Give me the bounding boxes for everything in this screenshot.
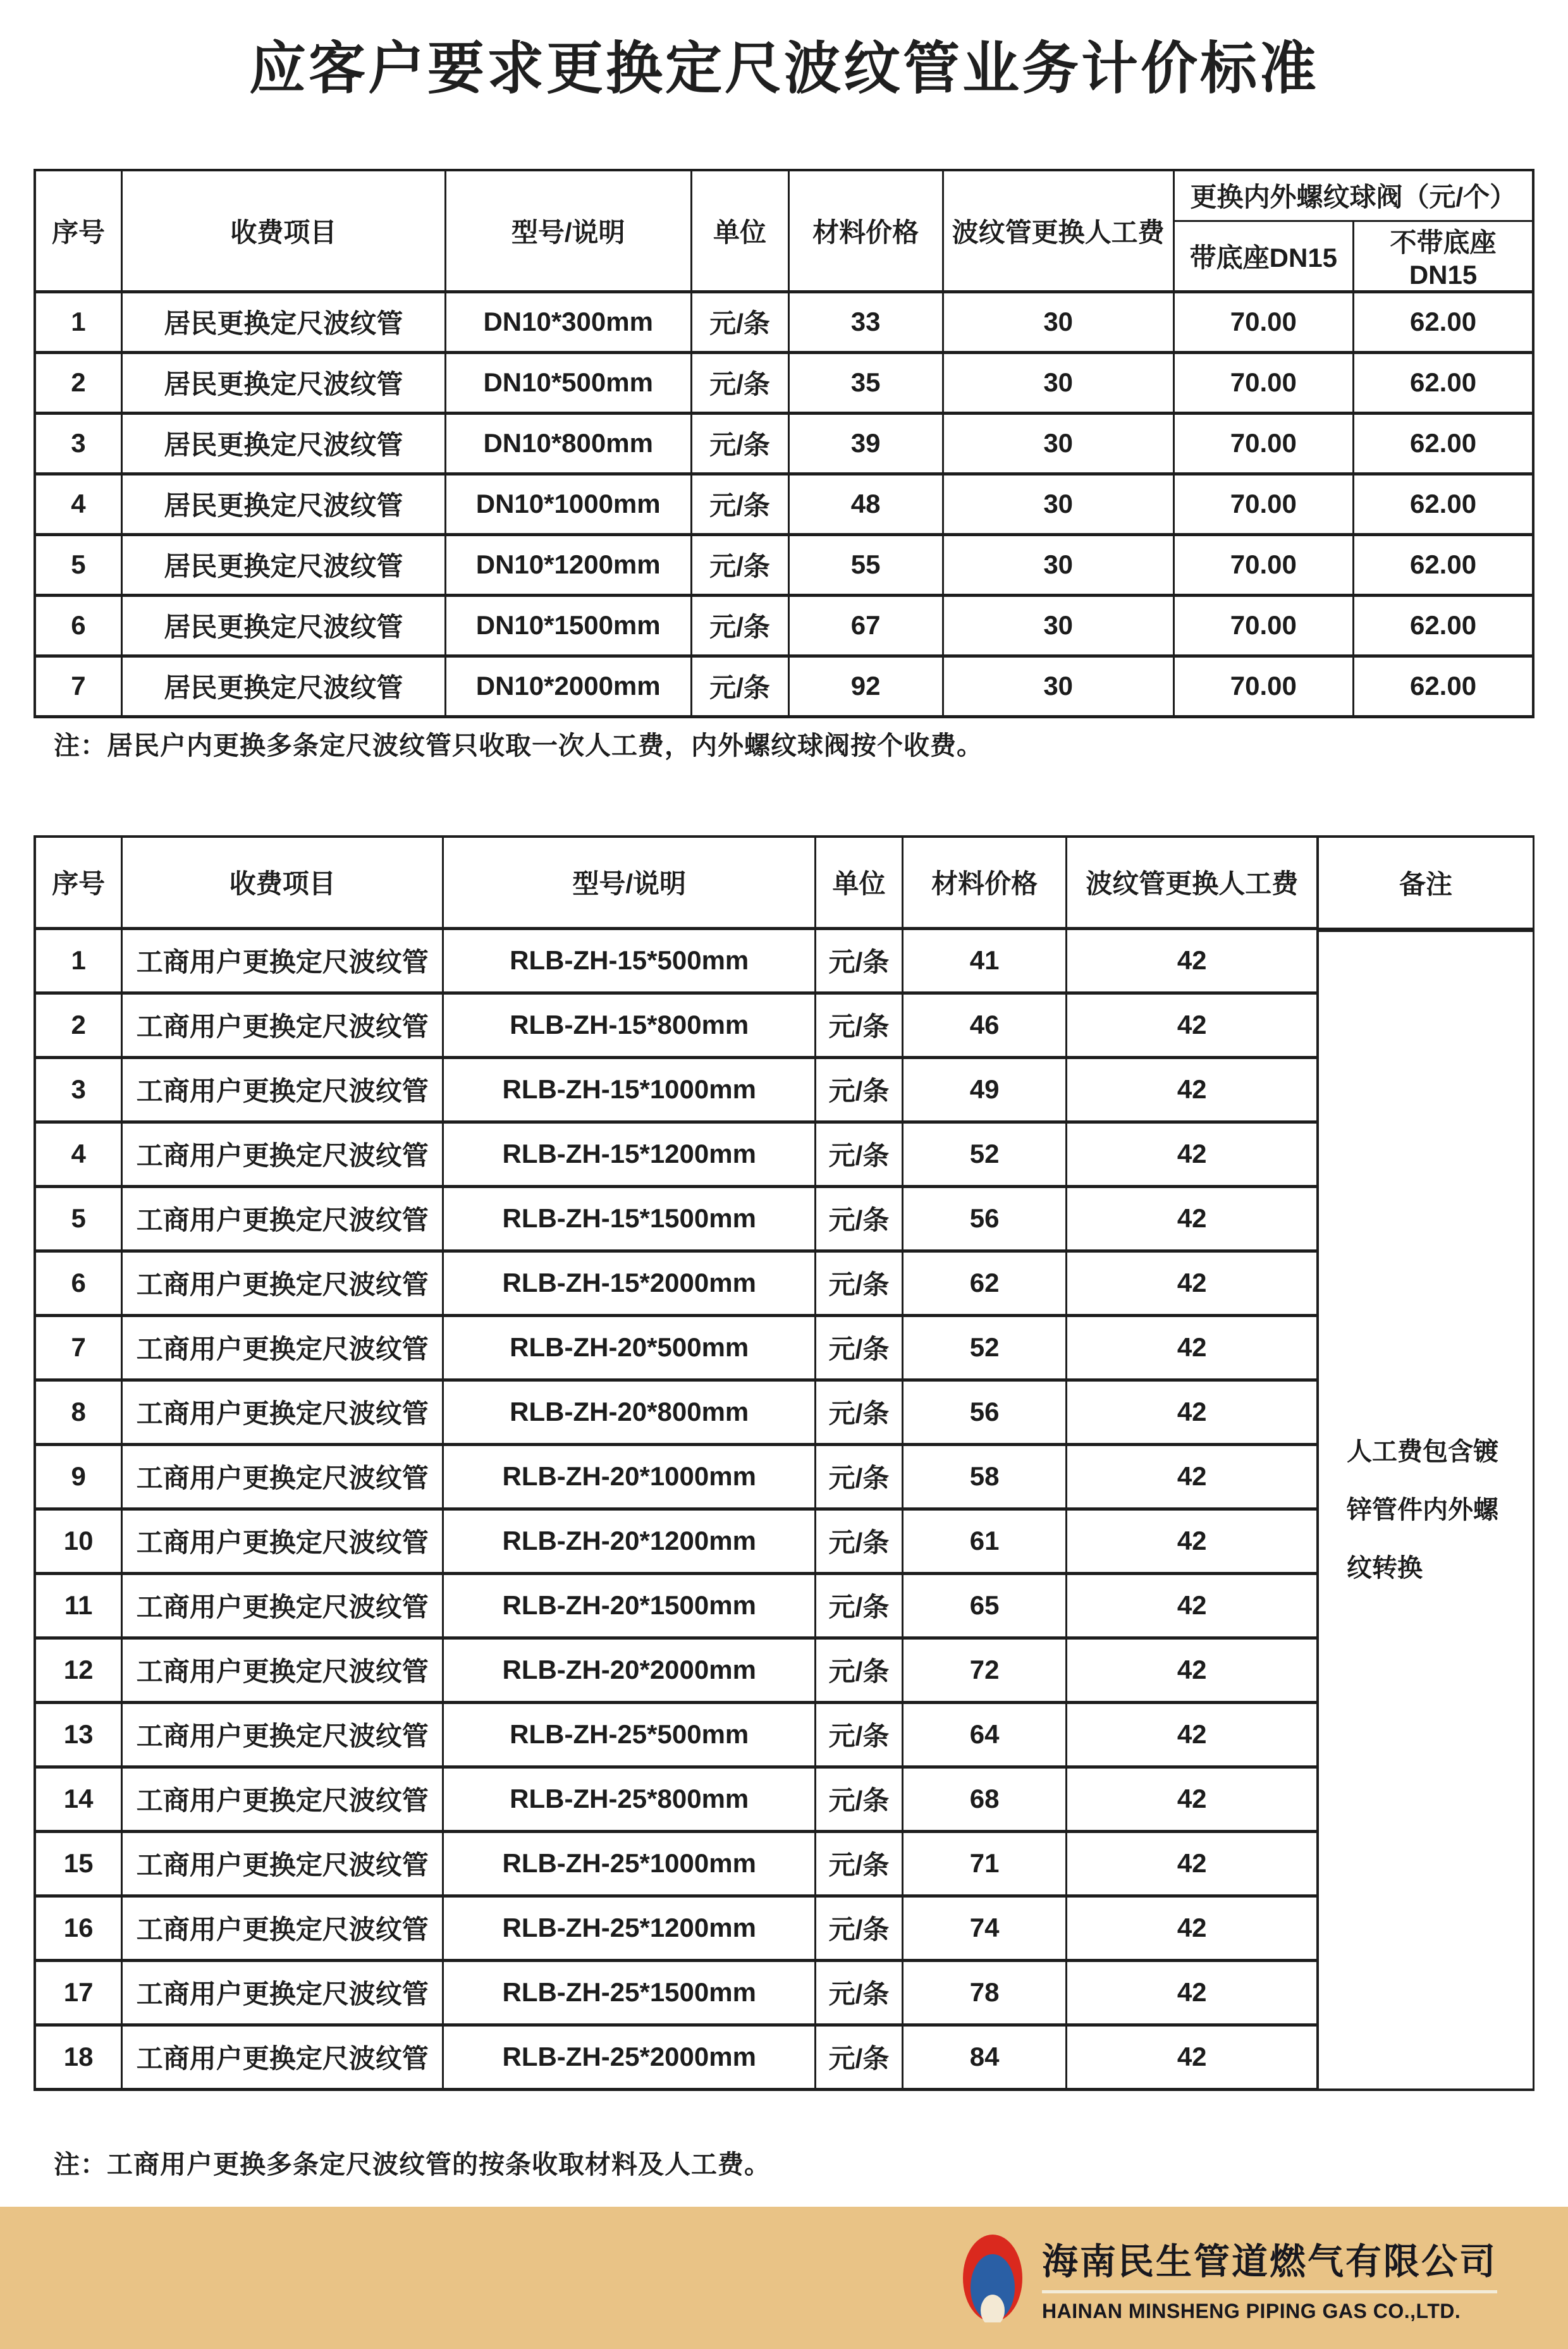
cell-material-price: 68 [902, 1767, 1067, 1831]
cell-material-price: 52 [902, 1122, 1067, 1186]
cell-model: DN10*1200mm [445, 534, 691, 595]
cell-item: 工商用户更换定尺波纹管 [122, 1896, 443, 1960]
col-header-material-price: 材料价格 [902, 837, 1067, 928]
col-header-seq: 序号 [35, 837, 122, 928]
cell-labor-fee: 42 [1067, 1896, 1318, 1960]
cell-item: 居民更换定尺波纹管 [121, 291, 445, 352]
col-header-model: 型号/说明 [445, 170, 691, 291]
cell-labor-fee: 42 [1067, 1315, 1318, 1380]
cell-model: RLB-ZH-20*1200mm [443, 1509, 816, 1573]
cell-unit: 元/条 [816, 1573, 903, 1638]
cell-unit: 元/条 [691, 595, 788, 656]
cell-item: 工商用户更换定尺波纹管 [122, 2025, 443, 2089]
cell-model: DN10*300mm [445, 291, 691, 352]
table-row [35, 2025, 1318, 2089]
cell-labor-fee: 30 [943, 413, 1173, 474]
cell-labor-fee: 42 [1067, 1767, 1318, 1831]
col-header-unit: 单位 [816, 837, 903, 928]
cell-model: DN10*1000mm [445, 474, 691, 534]
cell-seq: 9 [35, 1444, 122, 1509]
residential-pricing-section [34, 169, 1534, 718]
cell-unit: 元/条 [816, 1702, 903, 1767]
cell-model: RLB-ZH-25*500mm [443, 1702, 816, 1767]
cell-material-price: 78 [902, 1960, 1067, 2025]
cell-seq: 7 [35, 656, 121, 716]
cell-valve-with-base: 70.00 [1173, 291, 1353, 352]
cell-material-price: 64 [902, 1702, 1067, 1767]
remark-text: 人工费包含镀锌管件内外螺纹转换 [1347, 1438, 1498, 1583]
cell-item: 工商用户更换定尺波纹管 [122, 1638, 443, 1702]
table-row [35, 474, 1533, 534]
table-row [35, 1186, 1318, 1251]
table-row [35, 1638, 1318, 1702]
cell-material-price: 65 [902, 1573, 1067, 1638]
cell-valve-without-base: 62.00 [1354, 656, 1533, 716]
cell-valve-without-base: 62.00 [1354, 291, 1533, 352]
cell-model: RLB-ZH-15*2000mm [443, 1251, 816, 1315]
cell-unit: 元/条 [816, 928, 903, 993]
cell-labor-fee: 42 [1067, 1702, 1318, 1767]
cell-item: 居民更换定尺波纹管 [121, 656, 445, 716]
cell-model: RLB-ZH-25*1500mm [443, 1960, 816, 2025]
cell-labor-fee: 42 [1067, 1444, 1318, 1509]
cell-unit: 元/条 [816, 1638, 903, 1702]
table-row [35, 928, 1318, 993]
cell-unit: 元/条 [691, 656, 788, 716]
company-name-en: HAINAN MINSHENG PIPING GAS CO.,LTD. [1042, 2300, 1461, 2322]
cell-valve-without-base: 62.00 [1354, 534, 1533, 595]
cell-model: RLB-ZH-25*1200mm [443, 1896, 816, 1960]
cell-unit: 元/条 [691, 352, 788, 413]
company-name-cn: 海南民生管道燃气有限公司 [1042, 2242, 1497, 2282]
cell-model: RLB-ZH-20*1000mm [443, 1444, 816, 1509]
remark-merged-cell [1319, 932, 1533, 2088]
table-row [35, 1315, 1318, 1380]
col-header-material-price: 材料价格 [788, 170, 943, 291]
cell-valve-with-base: 70.00 [1173, 413, 1353, 474]
cell-material-price: 56 [902, 1380, 1067, 1444]
cell-material-price: 52 [902, 1315, 1067, 1380]
cell-material-price: 67 [788, 595, 943, 656]
cell-labor-fee: 30 [943, 534, 1173, 595]
cell-seq: 2 [35, 352, 121, 413]
cell-labor-fee: 42 [1067, 1251, 1318, 1315]
table-row [35, 993, 1318, 1057]
cell-valve-without-base: 62.00 [1354, 413, 1533, 474]
cell-valve-with-base: 70.00 [1173, 474, 1353, 534]
cell-item: 居民更换定尺波纹管 [121, 595, 445, 656]
cell-seq: 5 [35, 1186, 122, 1251]
cell-valve-with-base: 70.00 [1173, 595, 1353, 656]
cell-material-price: 71 [902, 1831, 1067, 1896]
col-header-valve-without-base: 不带底座DN15 [1354, 221, 1533, 291]
cell-item: 工商用户更换定尺波纹管 [122, 1573, 443, 1638]
table-row [35, 595, 1533, 656]
cell-material-price: 74 [902, 1896, 1067, 1960]
cell-model: RLB-ZH-20*500mm [443, 1315, 816, 1380]
cell-model: DN10*500mm [445, 352, 691, 413]
col-header-item: 收费项目 [121, 170, 445, 291]
cell-model: DN10*800mm [445, 413, 691, 474]
cell-material-price: 49 [902, 1057, 1067, 1122]
col-header-unit: 单位 [691, 170, 788, 291]
cell-unit: 元/条 [816, 1186, 903, 1251]
cell-item: 工商用户更换定尺波纹管 [122, 1444, 443, 1509]
cell-item: 工商用户更换定尺波纹管 [122, 1960, 443, 2025]
cell-model: DN10*2000mm [445, 656, 691, 716]
table-row [35, 1573, 1318, 1638]
cell-seq: 5 [35, 534, 121, 595]
cell-seq: 10 [35, 1509, 122, 1573]
col-header-valve-group: 更换内外螺纹球阀（元/个） [1173, 170, 1533, 221]
cell-material-price: 72 [902, 1638, 1067, 1702]
cell-model: DN10*1500mm [445, 595, 691, 656]
table-row [35, 1444, 1318, 1509]
cell-labor-fee: 30 [943, 656, 1173, 716]
cell-valve-with-base: 70.00 [1173, 656, 1353, 716]
cell-model: RLB-ZH-25*800mm [443, 1767, 816, 1831]
cell-unit: 元/条 [816, 2025, 903, 2089]
cell-unit: 元/条 [816, 1251, 903, 1315]
cell-unit: 元/条 [816, 1960, 903, 2025]
cell-model: RLB-ZH-15*800mm [443, 993, 816, 1057]
cell-unit: 元/条 [691, 413, 788, 474]
cell-seq: 18 [35, 2025, 122, 2089]
cell-model: RLB-ZH-25*2000mm [443, 2025, 816, 2089]
cell-labor-fee: 42 [1067, 1960, 1318, 2025]
cell-material-price: 46 [902, 993, 1067, 1057]
cell-labor-fee: 42 [1067, 1831, 1318, 1896]
cell-seq: 13 [35, 1702, 122, 1767]
cell-item: 居民更换定尺波纹管 [121, 474, 445, 534]
cell-valve-without-base: 62.00 [1354, 595, 1533, 656]
cell-seq: 14 [35, 1767, 122, 1831]
cell-seq: 16 [35, 1896, 122, 1960]
cell-item: 工商用户更换定尺波纹管 [122, 1702, 443, 1767]
col-header-remark: 备注 [1319, 838, 1533, 932]
residential-pricing-table [34, 169, 1534, 718]
cell-labor-fee: 30 [943, 595, 1173, 656]
table-row [35, 1960, 1318, 2025]
cell-material-price: 84 [902, 2025, 1067, 2089]
cell-unit: 元/条 [816, 1444, 903, 1509]
col-header-seq: 序号 [35, 170, 121, 291]
cell-seq: 1 [35, 291, 121, 352]
cell-item: 工商用户更换定尺波纹管 [122, 1057, 443, 1122]
cell-seq: 8 [35, 1380, 122, 1444]
cell-model: RLB-ZH-20*800mm [443, 1380, 816, 1444]
cell-labor-fee: 42 [1067, 1122, 1318, 1186]
cell-seq: 3 [35, 1057, 122, 1122]
cell-material-price: 92 [788, 656, 943, 716]
cell-model: RLB-ZH-20*2000mm [443, 1638, 816, 1702]
cell-item: 工商用户更换定尺波纹管 [122, 1122, 443, 1186]
col-header-labor-fee: 波纹管更换人工费 [943, 170, 1173, 291]
cell-seq: 11 [35, 1573, 122, 1638]
cell-item: 工商用户更换定尺波纹管 [122, 1509, 443, 1573]
col-header-item: 收费项目 [122, 837, 443, 928]
cell-material-price: 41 [902, 928, 1067, 993]
cell-unit: 元/条 [816, 1057, 903, 1122]
table-row [35, 1767, 1318, 1831]
cell-labor-fee: 30 [943, 352, 1173, 413]
table-row [35, 352, 1533, 413]
footer-bar [0, 2207, 1568, 2349]
cell-seq: 3 [35, 413, 121, 474]
cell-item: 工商用户更换定尺波纹管 [122, 928, 443, 993]
cell-item: 工商用户更换定尺波纹管 [122, 1831, 443, 1896]
note-commercial: 注：工商用户更换多条定尺波纹管的按条收取材料及人工费。 [54, 2150, 771, 2179]
table-row [35, 534, 1533, 595]
cell-valve-with-base: 70.00 [1173, 534, 1353, 595]
cell-valve-without-base: 62.00 [1354, 474, 1533, 534]
cell-labor-fee: 42 [1067, 1186, 1318, 1251]
table-row [35, 1380, 1318, 1444]
cell-model: RLB-ZH-15*500mm [443, 928, 816, 993]
commercial-pricing-section [34, 835, 1534, 2091]
cell-labor-fee: 42 [1067, 1380, 1318, 1444]
cell-seq: 2 [35, 993, 122, 1057]
table-row [35, 656, 1533, 716]
cell-valve-with-base: 70.00 [1173, 352, 1353, 413]
cell-unit: 元/条 [691, 291, 788, 352]
col-header-valve-with-base: 带底座DN15 [1173, 221, 1353, 291]
col-header-labor-fee: 波纹管更换人工费 [1067, 837, 1318, 928]
table-row [35, 1251, 1318, 1315]
cell-labor-fee: 42 [1067, 928, 1318, 993]
cell-unit: 元/条 [691, 474, 788, 534]
cell-model: RLB-ZH-15*1000mm [443, 1057, 816, 1122]
cell-item: 居民更换定尺波纹管 [121, 534, 445, 595]
cell-material-price: 39 [788, 413, 943, 474]
cell-item: 工商用户更换定尺波纹管 [122, 1186, 443, 1251]
cell-seq: 4 [35, 474, 121, 534]
cell-model: RLB-ZH-15*1500mm [443, 1186, 816, 1251]
cell-seq: 15 [35, 1831, 122, 1896]
cell-item: 工商用户更换定尺波纹管 [122, 1380, 443, 1444]
table-row [35, 1896, 1318, 1960]
cell-unit: 元/条 [816, 1767, 903, 1831]
cell-unit: 元/条 [816, 1509, 903, 1573]
cell-seq: 6 [35, 1251, 122, 1315]
cell-unit: 元/条 [816, 1896, 903, 1960]
table-row [35, 413, 1533, 474]
cell-seq: 4 [35, 1122, 122, 1186]
cell-seq: 7 [35, 1315, 122, 1380]
company-logo-flame-icon [962, 2234, 1023, 2322]
company-name-block [1042, 2233, 1497, 2323]
cell-unit: 元/条 [816, 1380, 903, 1444]
cell-item: 居民更换定尺波纹管 [121, 352, 445, 413]
cell-labor-fee: 42 [1067, 1057, 1318, 1122]
cell-model: RLB-ZH-25*1000mm [443, 1831, 816, 1896]
cell-unit: 元/条 [816, 1315, 903, 1380]
cell-material-price: 61 [902, 1509, 1067, 1573]
page-title: 应客户要求更换定尺波纹管业务计价标准 [249, 37, 1319, 101]
cell-material-price: 58 [902, 1444, 1067, 1509]
cell-unit: 元/条 [691, 534, 788, 595]
note-residential: 注：居民户内更换多条定尺波纹管只收取一次人工费，内外螺纹球阀按个收费。 [54, 731, 983, 760]
cell-material-price: 55 [788, 534, 943, 595]
table-row [35, 1122, 1318, 1186]
table-row [35, 1831, 1318, 1896]
cell-material-price: 33 [788, 291, 943, 352]
cell-model: RLB-ZH-20*1500mm [443, 1573, 816, 1638]
commercial-pricing-table [34, 835, 1319, 2091]
cell-seq: 17 [35, 1960, 122, 2025]
table-row [35, 1702, 1318, 1767]
cell-item: 工商用户更换定尺波纹管 [122, 1315, 443, 1380]
cell-material-price: 56 [902, 1186, 1067, 1251]
cell-labor-fee: 42 [1067, 993, 1318, 1057]
cell-material-price: 35 [788, 352, 943, 413]
cell-seq: 12 [35, 1638, 122, 1702]
remarks-column [1319, 835, 1534, 2091]
cell-item: 工商用户更换定尺波纹管 [122, 1251, 443, 1315]
cell-material-price: 62 [902, 1251, 1067, 1315]
cell-labor-fee: 30 [943, 474, 1173, 534]
cell-valve-without-base: 62.00 [1354, 352, 1533, 413]
cell-labor-fee: 42 [1067, 1509, 1318, 1573]
cell-labor-fee: 42 [1067, 1638, 1318, 1702]
cell-labor-fee: 30 [943, 291, 1173, 352]
cell-seq: 6 [35, 595, 121, 656]
cell-unit: 元/条 [816, 1831, 903, 1896]
cell-material-price: 48 [788, 474, 943, 534]
cell-unit: 元/条 [816, 993, 903, 1057]
cell-item: 工商用户更换定尺波纹管 [122, 993, 443, 1057]
table-row [35, 291, 1533, 352]
table-row [35, 1057, 1318, 1122]
cell-item: 工商用户更换定尺波纹管 [122, 1767, 443, 1831]
cell-seq: 1 [35, 928, 122, 993]
cell-model: RLB-ZH-15*1200mm [443, 1122, 816, 1186]
footer-divider [1042, 2290, 1497, 2293]
cell-labor-fee: 42 [1067, 2025, 1318, 2089]
table-row [35, 1509, 1318, 1573]
cell-labor-fee: 42 [1067, 1573, 1318, 1638]
cell-unit: 元/条 [816, 1122, 903, 1186]
col-header-model: 型号/说明 [443, 837, 816, 928]
cell-item: 居民更换定尺波纹管 [121, 413, 445, 474]
